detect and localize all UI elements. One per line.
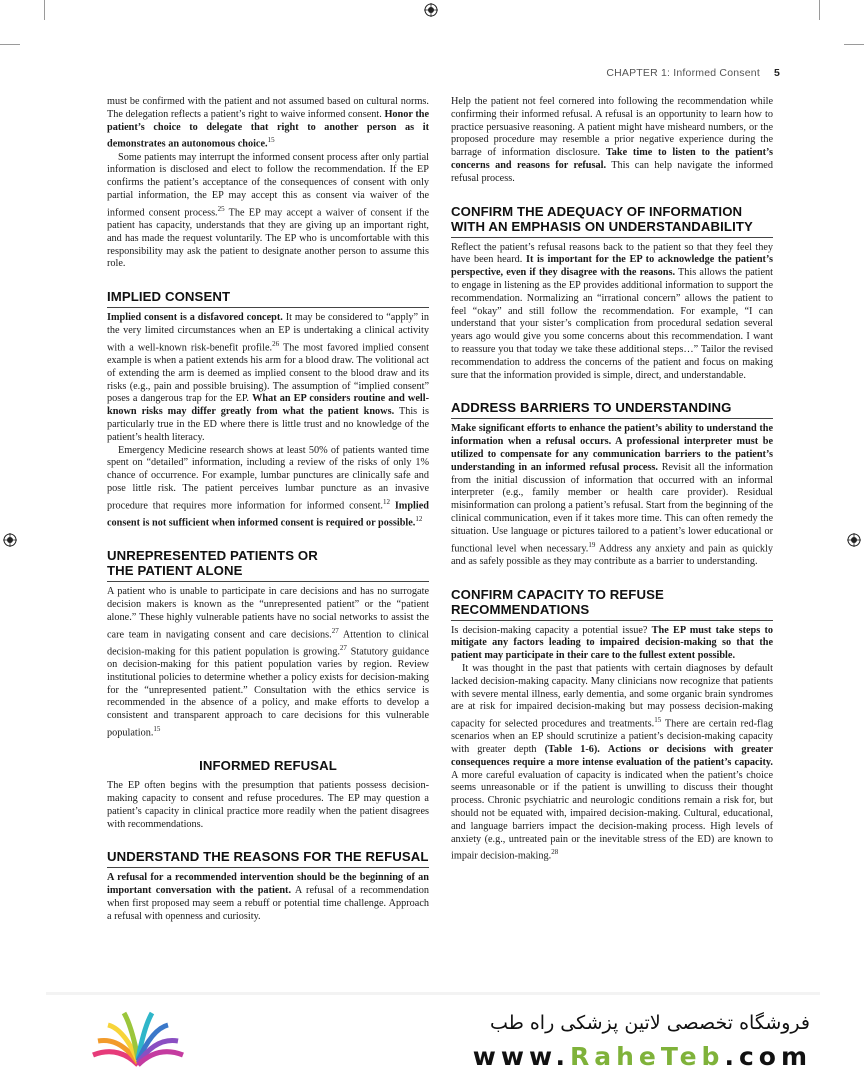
section-understand-reasons — [107, 841, 429, 923]
section-address-barriers — [451, 392, 773, 568]
paragraph: Make significant efforts to enhance the patient’s ability to understand the information when a refusal occurs. A professional interpreter must be utilized to compensate for any communication barriers to the patient’s understanding in an informed refusal process. Revisit all the information from the initial discussion of information that occurred with an informal interpreter (e.g., family member or health care provider). Residual misinformation can prolong a patient’s refusal. Start from the beginning of the clinical communication, even if it takes more time. This can often remedy the situation. Use language or pictures tailored to a patient’s lower educational or functional level when necessary.$^{19}$ Address any anxiety and pain as quickly and as safely possible as they may contribute as a barrier to understanding. — [451, 423, 774, 567]
paragraph: Emergency Medicine research shows at least 50% of patients wanted time spent on “detailed” information, including a review of the risks of only 1% chance of occurrence. For example, lumbar punctures are clinically safe and pose little risk. The patient perceives lumbar puncture as an invasive procedure that requires more information for informed consent.$^{12}$ Implied consent is not sufficient when informed consent is required or possible.$^{12}$ — [107, 444, 429, 529]
crop-mark — [819, 0, 820, 20]
section-confirm-adequacy — [451, 196, 773, 383]
paragraph: Reflect the patient’s refusal reasons back to the patient so that they feel they have been heard. It is important for the EP to acknowledge the patient’s perspective, even if they disagree with the reasons. This allows the patient to engage in listening as the EP provides additional information to support the recommendation. Normalizing an “irrational concern” allows the patient to feel “okay” and still follow the recommendation. For example, “I can understand that your sister’s complication from procedural sedation several years ago would give you some concerns about this recommendation. I want to reassure you that today we take these additional steps…” Tailor the revised recommendation to address the concerns of the patient and focus on making sure that the information provided is simple, direct, and understandable. — [451, 241, 773, 381]
running-head — [450, 67, 780, 79]
registration-mark-top-icon — [424, 3, 438, 17]
open-book-logo-icon — [88, 1005, 188, 1075]
paragraph: must be confirmed with the patient and not assumed based on cultural norms. The delegation reflects a patient’s right to waive informed consent. Honor the patient’s choice to delegate that right to another person as it demonstrates an autonomous choice.$^{15}$ — [107, 96, 429, 150]
paragraph: It was thought in the past that patients with certain diagnoses by default lacked decision-making capacity. Many clinicians now recognize that patients with severe mental illness, early dementia, and some organic brain syndromes are at risk for impaired decision-making but may possess decision-making capacity for selected procedures and treatments.$^{15}$ There are certain red-flag scenarios when an EP should scrutinize a patient’s decision-making capacity with greater depth (Table 1-6). Actions or decisions with greater consequences require a more intense evaluation of the patient’s capacity. A more careful evaluation of capacity is indicated when the patient’s choice seems unreasonable or if the patient is unwilling to discuss their thought process. Chronic psychiatric and neurologic conditions remain a risk for, but should not be equated with, impaired decision-making. Cultural, educational, and language barriers impact the decision-making process. High levels of anxiety (e.g., untreated pain or the inevitable stress of the ED) are known to impair decision-making.$^{28}$ — [451, 662, 774, 862]
section-heading: CONFIRM THE ADEQUACY OF INFORMATION WITH AN EMPHASIS ON UNDERSTANDABILITY — [451, 196, 773, 238]
shop-name: فروشگاه تخصصی لاتین پزشکی راه طب — [490, 1012, 810, 1034]
paragraph: Implied consent is a disfavored concept. It may be considered to “apply” in the very limited circumstances when an EP is undertaking a clinical activity with a well-known risk-benefit profile.$^{26}$ The most favored implied consent example is when a patient extends his arm for a blood draw. The volitional act of extending the arm is deemed as implied consent to the blood draw and its risks (e.g., pain and possible bruising). The assumption of “implied consent” poses a dangerous trap for the EP. What an EP considers routine and well-known risks may differ greatly from what the patient knows. This is particularly true in the ED where there is little trust and no knowledge of the patient’s health literacy. — [107, 312, 429, 443]
divider — [46, 992, 820, 995]
section-heading: UNDERSTAND THE REASONS FOR THE REFUSAL — [107, 841, 429, 868]
section-unrepresented-patients — [107, 540, 429, 740]
paragraph: The EP often begins with the presumption that patients possess decision-making capacity to consent and refuse procedures. The EP may question a patient’s capacity in clinical practice more readily when the patient disagrees with recommendations. — [107, 780, 429, 830]
registration-mark-left-icon — [3, 533, 17, 547]
paragraph: Some patients may interrupt the informed consent process after only partial information is disclosed and elect to follow the recommendation. If the EP confirms the patient’s acceptance of the consequences of consent with only partial information, the EP may accept this as consent via waiver of the informed consent process.$^{25}$ The EP may accept a waiver of consent if the patient has capacity, understands that they are giving up an important right, and has made the request voluntarily. The EP who is uncomfortable with this responsibility may ask the patient to designate another person to assume this role. — [107, 151, 429, 270]
registration-mark-right-icon — [847, 533, 861, 547]
section-heading: UNREPRESENTED PATIENTS OR THE PATIENT ALONE — [107, 540, 429, 582]
section-heading: IMPLIED CONSENT — [107, 281, 429, 308]
paragraph: A patient who is unable to participate in care decisions and has no surrogate decision makers is known as the “unrepresented patient” or the “patient alone.” These highly vulnerable patients have no social networks to assist the care team in navigating consent and care decisions.$^{27}$ Attention to clinical decision-making for this patient population is growing.$^{27}$ Statutory guidance on decision-making for this patient population varies by region. Review institutional policies to determine whether a policy exists for decision-making for the “unrepresented patient.” Consultation with the ethics service is recommended in the absence of a policy, and make efforts to develop a consistent and transparent approach to care decisions for this vulnerable population.$^{15}$ — [107, 586, 430, 739]
left-column — [107, 96, 429, 924]
crop-mark — [44, 0, 45, 20]
shop-url-link[interactable]: www.RaheTeb.com — [472, 1042, 812, 1071]
section-heading: ADDRESS BARRIERS TO UNDERSTANDING — [451, 392, 773, 419]
page-number: 5 — [773, 67, 780, 79]
section-heading: INFORMED REFUSAL — [199, 758, 337, 774]
section-implied-consent — [107, 281, 429, 530]
right-column — [451, 96, 773, 864]
paragraph: Help the patient not feel cornered into following the recommendation while confirming their informed refusal. A refusal is an opportunity to learn how to practice persuasive reasoning. A patient might have misheard numbers, or the proposed procedure may resemble a prior negative experience during the barrage of information disclosure. Take time to listen to the patient’s concerns and reasons for refusal. This can help navigate the informed refusal process. — [451, 96, 774, 184]
section-confirm-capacity — [451, 579, 773, 864]
section-heading: CONFIRM CAPACITY TO REFUSE RECOMMENDATIONS — [451, 579, 773, 621]
paragraph: Is decision-making capacity a potential issue? The EP must take steps to mitigate any factors leading to impaired decision-making so that the patient may participate in their care to the fullest extent possible. — [451, 624, 774, 662]
paragraph: A refusal for a recommended intervention should be the beginning of an important conversation with the patient. A refusal of a recommendation when first proposed may seem a rebuff or potential time challenge. Approach a refusal with openness and curiosity. — [107, 872, 429, 922]
crop-mark — [844, 44, 864, 45]
crop-mark — [0, 44, 20, 45]
section-informed-refusal — [107, 750, 429, 831]
chapter-title: CHAPTER 1: Informed Consent — [606, 67, 760, 79]
